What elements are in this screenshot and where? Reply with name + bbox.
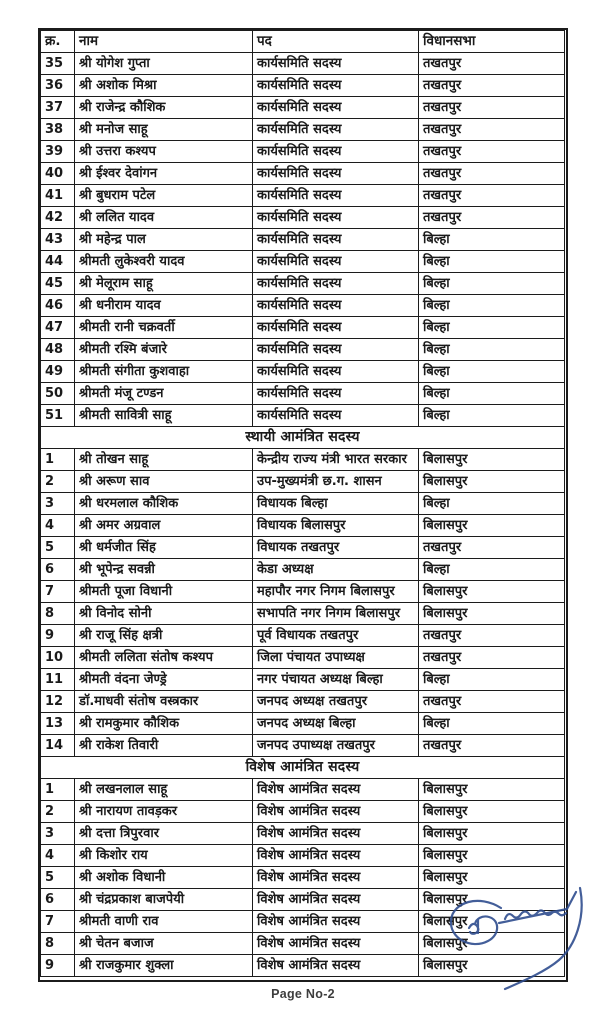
post-cell: विशेष आमंत्रित सदस्य — [253, 823, 419, 845]
post-cell: विधायक तखतपुर — [253, 537, 419, 559]
post-cell: नगर पंचायत अध्यक्ष बिल्हा — [253, 669, 419, 691]
post-cell: कार्यसमिति सदस्य — [253, 295, 419, 317]
serial-cell: 8 — [41, 603, 75, 625]
constituency-cell: बिलासपुर — [419, 955, 565, 977]
name-cell: श्री अशोक मिश्रा — [75, 75, 253, 97]
name-cell: श्री भूपेन्द्र सवन्नी — [75, 559, 253, 581]
post-cell: विशेष आमंत्रित सदस्य — [253, 933, 419, 955]
table-row — [41, 295, 565, 317]
post-cell: कार्यसमिति सदस्य — [253, 185, 419, 207]
serial-cell: 8 — [41, 933, 75, 955]
constituency-cell: तखतपुर — [419, 207, 565, 229]
constituency-cell: बिल्हा — [419, 669, 565, 691]
post-cell: कार्यसमिति सदस्य — [253, 405, 419, 427]
name-cell: श्री विनोद सोनी — [75, 603, 253, 625]
section-title-row — [41, 757, 565, 779]
table-row — [41, 471, 565, 493]
serial-cell: 38 — [41, 119, 75, 141]
serial-cell: 45 — [41, 273, 75, 295]
constituency-cell: बिलासपुर — [419, 779, 565, 801]
members-table — [40, 30, 565, 977]
serial-cell: 3 — [41, 823, 75, 845]
constituency-cell: तखतपुर — [419, 537, 565, 559]
name-cell: श्री उत्तरा कश्यप — [75, 141, 253, 163]
serial-cell: 11 — [41, 669, 75, 691]
name-cell: श्रीमती लुकेश्वरी यादव — [75, 251, 253, 273]
name-cell: श्री लखनलाल साहू — [75, 779, 253, 801]
name-cell: श्री राजकुमार शुक्ला — [75, 955, 253, 977]
name-cell: श्रीमती मंजू टण्डन — [75, 383, 253, 405]
post-cell: विशेष आमंत्रित सदस्य — [253, 889, 419, 911]
post-cell: जनपद उपाध्यक्ष तखतपुर — [253, 735, 419, 757]
post-cell: कार्यसमिति सदस्य — [253, 273, 419, 295]
serial-cell: 13 — [41, 713, 75, 735]
post-cell: विशेष आमंत्रित सदस्य — [253, 801, 419, 823]
constituency-cell: बिल्हा — [419, 713, 565, 735]
post-cell: कार्यसमिति सदस्य — [253, 317, 419, 339]
serial-cell: 3 — [41, 493, 75, 515]
table-row — [41, 317, 565, 339]
serial-cell: 46 — [41, 295, 75, 317]
post-cell: कार्यसमिति सदस्य — [253, 119, 419, 141]
post-cell: विशेष आमंत्रित सदस्य — [253, 779, 419, 801]
post-cell: जिला पंचायत उपाध्यक्ष — [253, 647, 419, 669]
serial-cell: 9 — [41, 625, 75, 647]
table-row — [41, 559, 565, 581]
table-row — [41, 603, 565, 625]
constituency-cell: बिल्हा — [419, 383, 565, 405]
constituency-cell: बिल्हा — [419, 295, 565, 317]
name-cell: श्री राकेश तिवारी — [75, 735, 253, 757]
name-cell: श्री अशोक विधानी — [75, 867, 253, 889]
serial-cell: 36 — [41, 75, 75, 97]
section-title: विशेष आमंत्रित सदस्य — [41, 757, 565, 779]
serial-cell: 6 — [41, 559, 75, 581]
table-row — [41, 207, 565, 229]
section-title-row — [41, 427, 565, 449]
table-row — [41, 955, 565, 977]
name-cell: श्री राजू सिंह क्षत्री — [75, 625, 253, 647]
post-cell: कार्यसमिति सदस्य — [253, 75, 419, 97]
post-cell: कार्यसमिति सदस्य — [253, 251, 419, 273]
post-cell: केडा अध्यक्ष — [253, 559, 419, 581]
constituency-cell: बिलासपुर — [419, 823, 565, 845]
constituency-cell: तखतपुर — [419, 625, 565, 647]
table-row — [41, 229, 565, 251]
post-cell: कार्यसमिति सदस्य — [253, 163, 419, 185]
constituency-cell: बिलासपुर — [419, 581, 565, 603]
name-cell: श्री किशोर राय — [75, 845, 253, 867]
constituency-cell: बिलासपुर — [419, 933, 565, 955]
table-row — [41, 669, 565, 691]
serial-cell: 47 — [41, 317, 75, 339]
table-row — [41, 537, 565, 559]
name-cell: श्री धर्मजीत सिंह — [75, 537, 253, 559]
serial-cell: 42 — [41, 207, 75, 229]
name-cell: श्री मनोज साहू — [75, 119, 253, 141]
serial-cell: 37 — [41, 97, 75, 119]
name-cell: श्रीमती ललिता संतोष कश्यप — [75, 647, 253, 669]
constituency-cell: बिलासपुर — [419, 449, 565, 471]
name-cell: श्री अमर अग्रवाल — [75, 515, 253, 537]
name-cell: श्रीमती रानी चक्रवर्ती — [75, 317, 253, 339]
serial-cell: 12 — [41, 691, 75, 713]
post-cell: कार्यसमिति सदस्य — [253, 229, 419, 251]
constituency-cell: बिल्हा — [419, 361, 565, 383]
post-cell: कार्यसमिति सदस्य — [253, 97, 419, 119]
constituency-cell: तखतपुर — [419, 735, 565, 757]
table-row — [41, 735, 565, 757]
constituency-cell: बिल्हा — [419, 273, 565, 295]
table-row — [41, 361, 565, 383]
post-cell: पूर्व विधायक तखतपुर — [253, 625, 419, 647]
header-name: नाम — [75, 31, 253, 53]
table-row — [41, 383, 565, 405]
name-cell: श्रीमती पूजा विधानी — [75, 581, 253, 603]
constituency-cell: तखतपुर — [419, 647, 565, 669]
constituency-cell: तखतपुर — [419, 53, 565, 75]
post-cell: कार्यसमिति सदस्य — [253, 207, 419, 229]
name-cell: श्री महेन्द्र पाल — [75, 229, 253, 251]
post-cell: कार्यसमिति सदस्य — [253, 383, 419, 405]
post-cell: केन्द्रीय राज्य मंत्री भारत सरकार — [253, 449, 419, 471]
name-cell: श्री योगेश गुप्ता — [75, 53, 253, 75]
table-row — [41, 97, 565, 119]
table-row — [41, 691, 565, 713]
name-cell: श्री दत्ता त्रिपुरवार — [75, 823, 253, 845]
name-cell: श्रीमती संगीता कुशवाहा — [75, 361, 253, 383]
constituency-cell: बिलासपुर — [419, 515, 565, 537]
table-row — [41, 185, 565, 207]
table-row — [41, 933, 565, 955]
header-constituency: विधानसभा — [419, 31, 565, 53]
post-cell: विशेष आमंत्रित सदस्य — [253, 911, 419, 933]
constituency-cell: बिल्हा — [419, 317, 565, 339]
constituency-cell: बिलासपुर — [419, 867, 565, 889]
constituency-cell: बिल्हा — [419, 229, 565, 251]
constituency-cell: बिल्हा — [419, 251, 565, 273]
serial-cell: 51 — [41, 405, 75, 427]
table-row — [41, 339, 565, 361]
name-cell: श्री धरमलाल कौशिक — [75, 493, 253, 515]
constituency-cell: तखतपुर — [419, 75, 565, 97]
name-cell: श्रीमती वंदना जेण्ड्रे — [75, 669, 253, 691]
name-cell: श्रीमती सावित्री साहू — [75, 405, 253, 427]
serial-cell: 44 — [41, 251, 75, 273]
constituency-cell: बिलासपुर — [419, 471, 565, 493]
serial-cell: 40 — [41, 163, 75, 185]
table-row — [41, 911, 565, 933]
serial-cell: 7 — [41, 911, 75, 933]
post-cell: विशेष आमंत्रित सदस्य — [253, 867, 419, 889]
constituency-cell: तखतपुर — [419, 97, 565, 119]
post-cell: उप-मुख्यमंत्री छ.ग. शासन — [253, 471, 419, 493]
name-cell: श्री बुधराम पटेल — [75, 185, 253, 207]
header-post: पद — [253, 31, 419, 53]
table-row — [41, 779, 565, 801]
name-cell: श्री नारायण तावड़कर — [75, 801, 253, 823]
serial-cell: 49 — [41, 361, 75, 383]
post-cell: कार्यसमिति सदस्य — [253, 339, 419, 361]
serial-cell: 48 — [41, 339, 75, 361]
constituency-cell: बिलासपुर — [419, 801, 565, 823]
name-cell: श्री मेलूराम साहू — [75, 273, 253, 295]
table-header-row — [41, 31, 565, 53]
constituency-cell: तखतपुर — [419, 119, 565, 141]
name-cell: श्री अरूण साव — [75, 471, 253, 493]
serial-cell: 39 — [41, 141, 75, 163]
page-footer: Page No-2 — [271, 987, 335, 1001]
serial-cell: 4 — [41, 515, 75, 537]
post-cell: कार्यसमिति सदस्य — [253, 53, 419, 75]
table-row — [41, 163, 565, 185]
name-cell: श्रीमती रश्मि बंजारे — [75, 339, 253, 361]
serial-cell: 43 — [41, 229, 75, 251]
table-row — [41, 251, 565, 273]
section-title: स्थायी आमंत्रित सदस्य — [41, 427, 565, 449]
serial-cell: 5 — [41, 537, 75, 559]
serial-cell: 14 — [41, 735, 75, 757]
table-row — [41, 581, 565, 603]
table-row — [41, 119, 565, 141]
name-cell: श्री रामकुमार कौशिक — [75, 713, 253, 735]
post-cell: विशेष आमंत्रित सदस्य — [253, 845, 419, 867]
constituency-cell: बिल्हा — [419, 493, 565, 515]
post-cell: जनपद अध्यक्ष बिल्हा — [253, 713, 419, 735]
serial-cell: 5 — [41, 867, 75, 889]
name-cell: श्री तोखन साहू — [75, 449, 253, 471]
constituency-cell: बिल्हा — [419, 405, 565, 427]
table-row — [41, 845, 565, 867]
name-cell: श्री चंद्रप्रकाश बाजपेयी — [75, 889, 253, 911]
table-row — [41, 141, 565, 163]
header-serial: क्र. — [41, 31, 75, 53]
serial-cell: 41 — [41, 185, 75, 207]
serial-cell: 7 — [41, 581, 75, 603]
name-cell: श्री ललित यादव — [75, 207, 253, 229]
constituency-cell: बिलासपुर — [419, 911, 565, 933]
table-row — [41, 493, 565, 515]
constituency-cell: बिलासपुर — [419, 603, 565, 625]
table-row — [41, 273, 565, 295]
serial-cell: 4 — [41, 845, 75, 867]
post-cell: विशेष आमंत्रित सदस्य — [253, 955, 419, 977]
members-table-frame — [38, 28, 568, 982]
constituency-cell: तखतपुर — [419, 185, 565, 207]
post-cell: जनपद अध्यक्ष तखतपुर — [253, 691, 419, 713]
table-row — [41, 625, 565, 647]
post-cell: सभापति नगर निगम बिलासपुर — [253, 603, 419, 625]
constituency-cell: तखतपुर — [419, 141, 565, 163]
name-cell: श्री चेतन बजाज — [75, 933, 253, 955]
table-row — [41, 515, 565, 537]
table-row — [41, 713, 565, 735]
constituency-cell: बिलासपुर — [419, 845, 565, 867]
name-cell: श्री राजेन्द्र कौशिक — [75, 97, 253, 119]
serial-cell: 2 — [41, 471, 75, 493]
serial-cell: 10 — [41, 647, 75, 669]
serial-cell: 50 — [41, 383, 75, 405]
name-cell: श्री ईश्वर देवांगन — [75, 163, 253, 185]
serial-cell: 6 — [41, 889, 75, 911]
constituency-cell: बिल्हा — [419, 559, 565, 581]
serial-cell: 1 — [41, 449, 75, 471]
post-cell: कार्यसमिति सदस्य — [253, 141, 419, 163]
post-cell: कार्यसमिति सदस्य — [253, 361, 419, 383]
post-cell: महापौर नगर निगम बिलासपुर — [253, 581, 419, 603]
constituency-cell: तखतपुर — [419, 163, 565, 185]
name-cell: डॉ.माधवी संतोष वस्त्रकार — [75, 691, 253, 713]
constituency-cell: बिलासपुर — [419, 889, 565, 911]
constituency-cell: तखतपुर — [419, 691, 565, 713]
table-row — [41, 823, 565, 845]
name-cell: श्री धनीराम यादव — [75, 295, 253, 317]
table-row — [41, 53, 565, 75]
post-cell: विधायक बिलासपुर — [253, 515, 419, 537]
table-row — [41, 405, 565, 427]
serial-cell: 1 — [41, 779, 75, 801]
constituency-cell: बिल्हा — [419, 339, 565, 361]
name-cell: श्रीमती वाणी राव — [75, 911, 253, 933]
post-cell: विधायक बिल्हा — [253, 493, 419, 515]
table-row — [41, 889, 565, 911]
table-row — [41, 801, 565, 823]
serial-cell: 35 — [41, 53, 75, 75]
table-row — [41, 647, 565, 669]
serial-cell: 2 — [41, 801, 75, 823]
table-row — [41, 867, 565, 889]
table-row — [41, 449, 565, 471]
table-row — [41, 75, 565, 97]
serial-cell: 9 — [41, 955, 75, 977]
